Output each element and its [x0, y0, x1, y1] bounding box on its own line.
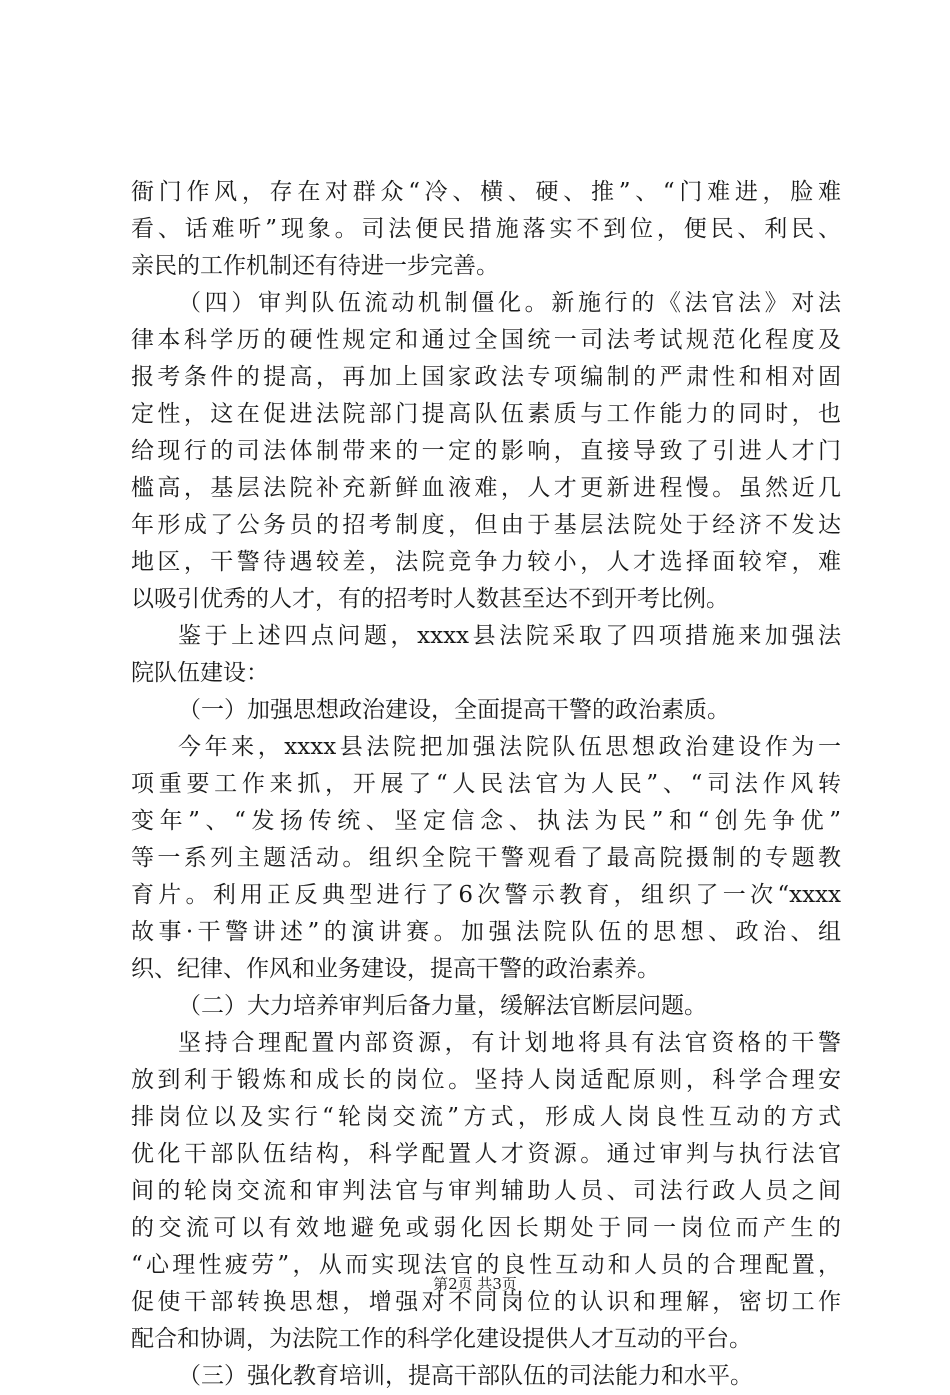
text-line: 给现行的司法体制带来的一定的影响，直接导致了引进人才门	[131, 438, 841, 464]
paragraph-start-line: 鉴于上述四点问题，xxxx县法院采取了四项措施来加强法	[178, 623, 841, 649]
text-line: 报考条件的提高，再加上国家政法专项编制的严肃性和相对固	[131, 364, 841, 390]
text-line: 律本科学历的硬性规定和通过全国统一司法考试规范化程度及	[131, 327, 841, 353]
text-line: 放到利于锻炼和成长的岗位。坚持人岗适配原则，科学合理安	[131, 1067, 841, 1093]
paragraph-start-line: （四）审判队伍流动机制僵化。新施行的《法官法》对法	[178, 290, 841, 316]
text-line: 亲民的工作机制还有待进一步完善。	[131, 253, 499, 279]
text-line: 年形成了公务员的招考制度，但由于基层法院处于经济不发达	[131, 512, 841, 538]
text-line: 定性，这在促进法院部门提高队伍素质与工作能力的同时，也	[131, 401, 841, 427]
text-line: 间的轮岗交流和审判法官与审判辅助人员、司法行政人员之间	[131, 1178, 841, 1204]
paragraph-start-line: 今年来，xxxx县法院把加强法院队伍思想政治建设作为一	[178, 734, 841, 760]
section-heading: （二）大力培养审判后备力量，缓解法官断层问题。	[178, 993, 707, 1019]
text-line: 看、话难听”现象。司法便民措施落实不到位，便民、利民、	[131, 216, 841, 242]
page-number: 第2页 共3页	[433, 1275, 517, 1293]
text-line: 配合和协调，为法院工作的科学化建设提供人才互动的平台。	[131, 1326, 752, 1352]
text-line: 衙门作风，存在对群众“冷、横、硬、推”、“门难进，脸难	[131, 179, 841, 205]
text-line: 项重要工作来抓，开展了“人民法官为人民”、“司法作风转	[131, 771, 841, 797]
text-line: 变年”、“发扬传统、坚定信念、执法为民”和“创先争优”	[131, 808, 841, 834]
text-line: 故事·干警讲述”的演讲赛。加强法院队伍的思想、政治、组	[131, 919, 841, 945]
text-line: 促使干部转换思想，增强对不同岗位的认识和理解，密切工作	[131, 1289, 841, 1315]
text-line: 排岗位以及实行“轮岗交流”方式，形成人岗良性互动的方式	[131, 1104, 841, 1130]
section-heading: （三）强化教育培训，提高干部队伍的司法能力和水平。	[178, 1363, 753, 1389]
text-line: 的交流可以有效地避免或弱化因长期处于同一岗位而产生的	[131, 1215, 841, 1241]
text-line: 育片。利用正反典型进行了6次警示教育，组织了一次“xxxx	[131, 882, 841, 908]
text-line: 院队伍建设：	[131, 660, 269, 686]
text-line: “心理性疲劳”，从而实现法官的良性互动和人员的合理配置，	[131, 1252, 841, 1278]
text-line: 织、纪律、作风和业务建设，提高干警的政治素养。	[131, 956, 660, 982]
paragraph-start-line: 坚持合理配置内部资源，有计划地将具有法官资格的干警	[178, 1030, 841, 1056]
text-line: 槛高，基层法院补充新鲜血液难，人才更新进程慢。虽然近几	[131, 475, 841, 501]
text-line: 优化干部队伍结构，科学配置人才资源。通过审判与执行法官	[131, 1141, 841, 1167]
document-body	[131, 174, 841, 1395]
section-heading: （一）加强思想政治建设，全面提高干警的政治素质。	[178, 697, 730, 723]
text-line: 地区，干警待遇较差，法院竞争力较小，人才选择面较窄，难	[131, 549, 841, 575]
text-line: 等一系列主题活动。组织全院干警观看了最高院摄制的专题教	[131, 845, 841, 871]
text-line: 以吸引优秀的人才，有的招考时人数甚至达不到开考比例。	[131, 586, 729, 612]
